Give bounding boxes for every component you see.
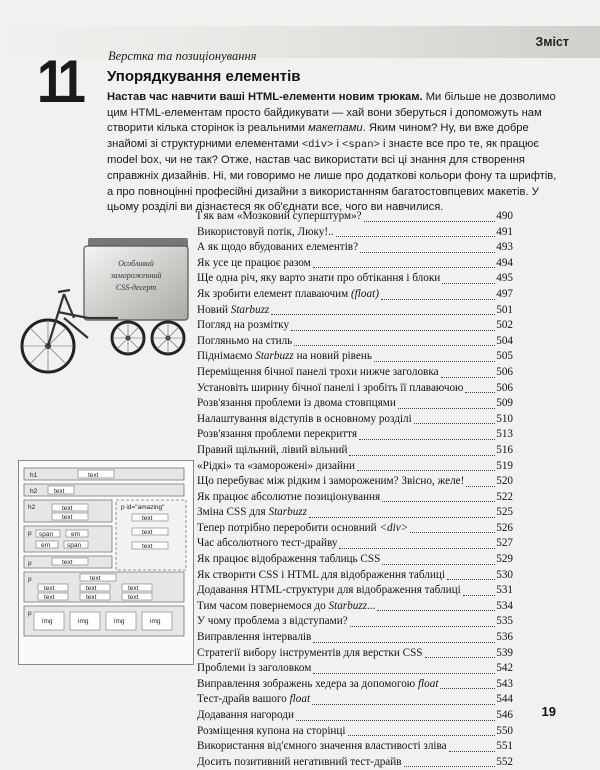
- toc-page-number: 510: [496, 412, 513, 425]
- toc-entry-title: [197, 536, 337, 552]
- toc-entry-title: [197, 521, 408, 537]
- toc-entry-title: [197, 661, 311, 677]
- toc-entry: [197, 209, 513, 225]
- toc-title-emphasis: float: [417, 677, 439, 690]
- toc-leader-dots: [313, 673, 495, 674]
- toc-page-number: 551: [496, 740, 513, 753]
- toc-page-number: 526: [496, 521, 513, 534]
- toc-title-text: Піднімаємо: [197, 350, 256, 363]
- toc-title-text: «Рідкі» та «заморожені» дизайни: [197, 459, 355, 472]
- toc-title-text: Тим часом повернемося до: [197, 599, 329, 612]
- toc-title-text: Як усе це працює разом: [197, 256, 311, 269]
- toc-entry: [197, 536, 513, 552]
- toc-entry: [197, 630, 513, 646]
- cart-sign-line: CSS-десерт: [115, 283, 157, 292]
- toc-title-emphasis: float: [289, 693, 311, 706]
- toc-page-number: 501: [496, 303, 513, 316]
- img-chip: img: [42, 618, 53, 625]
- toc-entry: [197, 568, 513, 584]
- text-chip: text: [44, 594, 55, 601]
- toc-entry-title: [197, 303, 269, 319]
- toc-entry: [197, 739, 513, 755]
- toc-title-text: Установіть ширину бічної панелі і зробіть її плаваючою: [197, 381, 464, 394]
- toc-title-text: Тепер потрібно переробити основний: [197, 521, 380, 534]
- toc-page-number: 534: [496, 599, 513, 612]
- toc-entry-title: [197, 646, 423, 662]
- toc-entry-title: [197, 724, 346, 740]
- toc-page-number: 542: [496, 662, 513, 675]
- toc-entry: [197, 318, 513, 334]
- toc-entry-title: [197, 256, 311, 272]
- toc-entry: [197, 303, 513, 319]
- text-chip: text: [54, 488, 65, 495]
- toc-leader-dots: [447, 579, 495, 580]
- tag-label: p: [28, 560, 32, 567]
- toc-leader-dots: [313, 642, 495, 643]
- toc-page-number: 506: [496, 365, 513, 378]
- toc-entry: [197, 443, 513, 459]
- toc-leader-dots: [441, 377, 496, 378]
- chapter-number: 11: [37, 48, 81, 115]
- text-chip: text: [128, 594, 139, 601]
- toc-leader-dots: [339, 548, 495, 549]
- intro-lead: Настав час навчити ваші HTML-елементи новим трюкам.: [107, 91, 423, 103]
- toc-entry-title: [197, 209, 362, 225]
- toc-leader-dots: [359, 439, 495, 440]
- toc-leader-dots: [349, 455, 495, 456]
- tag-label: p: [28, 530, 32, 537]
- toc-entry-title: [197, 396, 396, 412]
- toc-page-number: 497: [496, 287, 513, 300]
- toc-entry: [197, 661, 513, 677]
- toc-title-text: Як зробити елемент плаваючим: [197, 287, 351, 300]
- toc-entry: [197, 583, 513, 599]
- toc-entry: [197, 396, 513, 412]
- toc-entry-title: [197, 240, 358, 256]
- toc-page-number: 516: [496, 443, 513, 456]
- tag-label: p: [28, 610, 32, 617]
- text-chip: text: [142, 529, 153, 536]
- toc-entry: [197, 334, 513, 350]
- toc-title-text: Погляд на розмітку: [197, 319, 290, 332]
- page-number: 19: [541, 704, 556, 719]
- toc-page-number: 490: [496, 210, 513, 222]
- toc-entry-title: [197, 552, 380, 568]
- toc-title-text: Що перебуває між рідким і замороженим? Звісно, желе!: [197, 475, 465, 488]
- text-chip: text: [142, 543, 153, 550]
- toc-title-text: Тест-драйв вашого: [197, 693, 290, 706]
- toc-leader-dots: [466, 486, 495, 487]
- toc-leader-dots: [348, 735, 496, 736]
- toc-leader-dots: [291, 330, 495, 331]
- tag-label: h2: [30, 488, 38, 495]
- text-chip: text: [62, 514, 73, 521]
- toc-entry: [197, 724, 513, 740]
- toc-title-text: Використання від'ємного значення властивості зліва: [197, 740, 447, 753]
- toc-page-number: 513: [496, 428, 513, 441]
- intro-text: і: [333, 137, 343, 150]
- toc-title-text: Додавання нагороди: [197, 709, 294, 721]
- toc-entry-title: [197, 225, 334, 241]
- toc-leader-dots: [440, 688, 495, 689]
- toc-entry: [197, 381, 513, 397]
- header-bar: [0, 26, 600, 58]
- toc-title-text: Налаштування відступів в основному розділі: [197, 412, 412, 425]
- text-chip: text: [62, 505, 73, 512]
- toc-leader-dots: [398, 408, 495, 409]
- toc-leader-dots: [309, 517, 495, 518]
- toc-entry-title: [197, 427, 357, 443]
- toc-title-text: А як щодо вбудованих елементів?: [197, 241, 359, 254]
- toc-title-text: ...: [367, 599, 376, 612]
- toc-page-number: 491: [496, 225, 513, 238]
- toc-entry: [197, 474, 513, 490]
- toc-page-number: 493: [496, 241, 513, 254]
- toc-title-text: Правий щільний, лівий вільний: [197, 443, 348, 456]
- chapter-intro: [107, 90, 559, 216]
- toc-entry-title: [197, 381, 463, 397]
- toc-title-text: Виправлення інтервалів: [197, 631, 312, 644]
- toc-page-number: 544: [496, 693, 513, 706]
- text-chip: text: [62, 559, 73, 566]
- toc-entry: [197, 365, 513, 381]
- toc-leader-dots: [364, 221, 496, 222]
- toc-entry-title: [197, 708, 294, 724]
- ice-cream-cart-illustration: [18, 234, 194, 380]
- toc-page-number: 550: [496, 724, 513, 737]
- toc-leader-dots: [382, 501, 495, 502]
- toc-entry-title: [197, 630, 311, 646]
- toc-title-emphasis: Starbuzz: [230, 303, 270, 316]
- toc-page-number: 530: [496, 568, 513, 581]
- toc-entry-title: [197, 334, 292, 350]
- toc-page-number: 543: [496, 677, 513, 690]
- intro-text: . Яким чином? Ну, ви вже добре знайомі зі структурними елементами: [107, 122, 529, 150]
- toc-title-text: Переміщення бічної панелі трохи нижче заголовка: [197, 365, 439, 378]
- toc-title-text: Проблеми із заголовком: [197, 662, 312, 675]
- toc-entry-title: [197, 505, 307, 521]
- em-chip: em: [71, 531, 81, 538]
- toc-entry-title: [197, 583, 461, 599]
- toc-title-emphasis: <div>: [379, 521, 409, 534]
- toc-page-number: 519: [496, 459, 513, 472]
- toc-page-number: 529: [496, 553, 513, 566]
- toc-title-text: Як створити CSS і HTML для відображення таблиці: [197, 568, 445, 581]
- toc-title-text: Досить позитивний негативний тест-драйв: [197, 755, 402, 768]
- toc-title-text: Використовуй потік, Люку!..: [197, 225, 334, 238]
- toc-entry: [197, 490, 513, 506]
- toc-entry: [197, 552, 513, 568]
- toc-leader-dots: [404, 766, 496, 767]
- toc-title-text: Погляньмо на стиль: [197, 334, 293, 347]
- toc-entry: [197, 646, 513, 662]
- tag-label: p id="amazing": [121, 504, 165, 511]
- toc-entry-title: [197, 459, 355, 475]
- intro-text: і знаєте все про те, як працює model box, чи не так? Отже, настав час використати всі ці знання для створення справжніх дизайнів. Ні, ми говоримо не лише про додаткові кольори фону та шрифтів, а про повноцінні професійні дизайни з використанням багатостовпцевих макетів. У цьому розділі ви дізнаєтеся як об'єднати все, чого ви навчилися.: [107, 137, 557, 214]
- toc-title-emphasis: Starbuzz: [328, 599, 368, 612]
- toc-entry-title: [197, 474, 464, 490]
- toc-entry: [197, 755, 513, 770]
- toc-entry: [197, 459, 513, 475]
- cart-sign-line: замороженний: [110, 271, 162, 280]
- page-layout-diagram: [18, 460, 194, 665]
- toc-title-text: Розміщення купона на сторінці: [197, 724, 346, 737]
- toc-page-number: 502: [496, 319, 513, 332]
- toc-entry: [197, 256, 513, 272]
- toc-entry-title: [197, 318, 289, 334]
- toc-title-text: Виправлення зображень хедера за допомогою: [197, 677, 418, 690]
- toc-entry-title: [197, 692, 310, 708]
- toc-page-number: 506: [496, 381, 513, 394]
- toc-entry-title: [197, 271, 440, 287]
- chapter-subtitle: Верстка та позиціонування: [108, 49, 257, 63]
- toc-entry-title: [197, 599, 375, 615]
- toc-leader-dots: [377, 610, 495, 611]
- toc-leader-dots: [313, 267, 495, 268]
- toc-entry-title: [197, 287, 379, 303]
- toc-page-number: 494: [496, 256, 513, 269]
- toc-page-number: 552: [496, 755, 513, 768]
- toc-entry: [197, 412, 513, 428]
- text-chip: text: [44, 585, 55, 592]
- table-of-contents: [197, 209, 513, 770]
- intro-text: Ми більше не дозволимо цим HTML-елементам просто байдикувати — хай вони зберуться і допоможуть нам створити кілька сторінок із реальними: [107, 91, 556, 135]
- toc-leader-dots: [425, 657, 496, 658]
- toc-title-text: Як працює абсолютне позиціонування: [197, 490, 381, 503]
- toc-entry-title: [197, 755, 402, 770]
- toc-title-emphasis: Starbuzz: [255, 350, 294, 363]
- toc-leader-dots: [465, 392, 495, 393]
- toc-leader-dots: [463, 595, 496, 596]
- intro-code-div: <div>: [301, 138, 334, 151]
- intro-code-span: <span>: [342, 138, 380, 151]
- toc-title-text: Новий: [197, 303, 231, 316]
- toc-title-text: Розв'язання проблеми перекриття: [197, 428, 358, 441]
- intro-emphasis: макетами: [308, 122, 363, 135]
- toc-title-text: І як вам «Мозковий суперштурм»?: [197, 210, 362, 222]
- toc-entry: [197, 614, 513, 630]
- toc-leader-dots: [442, 283, 495, 284]
- toc-entry-title: [197, 412, 412, 428]
- toc-entry: [197, 287, 513, 303]
- header-title: Зміст: [535, 35, 569, 49]
- toc-entry: [197, 505, 513, 521]
- toc-title-emphasis: (float): [350, 287, 379, 300]
- toc-page-number: 531: [496, 584, 513, 597]
- toc-page-number: 520: [496, 475, 513, 488]
- toc-leader-dots: [449, 751, 496, 752]
- img-chip: img: [114, 618, 125, 625]
- tag-label: h2: [28, 504, 36, 511]
- toc-leader-dots: [350, 626, 496, 627]
- toc-page-number: 546: [496, 709, 513, 721]
- toc-entry: [197, 271, 513, 287]
- text-chip: text: [142, 515, 153, 522]
- toc-title-text: Додавання HTML-структури для відображення таблиці: [197, 584, 461, 597]
- chapter-title: Упорядкування елементів: [107, 68, 301, 85]
- toc-page-number: 539: [496, 646, 513, 659]
- toc-entry-title: [197, 365, 439, 381]
- span-chip: span: [67, 542, 82, 549]
- cart-sign-line: Особливий: [118, 259, 154, 268]
- toc-entry-title: [197, 443, 347, 459]
- toc-entry: [197, 677, 513, 693]
- img-chip: img: [150, 618, 161, 625]
- text-chip: text: [86, 594, 97, 601]
- toc-leader-dots: [382, 564, 495, 565]
- toc-entry-title: [197, 739, 447, 755]
- toc-entry-title: [197, 677, 438, 693]
- toc-entry-title: [197, 490, 380, 506]
- toc-title-text: Час абсолютного тест-драйву: [197, 537, 338, 550]
- text-chip: text: [90, 575, 101, 582]
- toc-leader-dots: [357, 470, 495, 471]
- toc-entry: [197, 349, 513, 365]
- toc-entry: [197, 599, 513, 615]
- toc-leader-dots: [410, 532, 495, 533]
- toc-page-number: 522: [496, 490, 513, 503]
- toc-leader-dots: [336, 236, 496, 237]
- tag-label: p: [28, 576, 32, 583]
- toc-title-text: на новий рівень: [293, 350, 372, 363]
- text-chip: text: [128, 585, 139, 592]
- toc-title-emphasis: Starbuzz: [268, 506, 308, 519]
- toc-entry-title: [197, 614, 348, 630]
- toc-title-text: Стратегії вибору інструментів для верстки CSS: [197, 646, 423, 659]
- toc-leader-dots: [294, 345, 495, 346]
- text-chip: text: [86, 585, 97, 592]
- toc-page-number: 504: [496, 334, 513, 347]
- span-chip: span: [39, 531, 54, 538]
- toc-leader-dots: [312, 704, 495, 705]
- toc-leader-dots: [360, 252, 495, 253]
- toc-page-number: 495: [496, 272, 513, 285]
- tag-label: h1: [30, 472, 38, 479]
- toc-entry: [197, 427, 513, 443]
- toc-title-text: Ще одна річ, яку варто знати про обтікання і блоки: [197, 272, 441, 285]
- toc-title-text: Розв'язання проблеми із двома стовпцями: [197, 397, 396, 410]
- toc-leader-dots: [296, 720, 495, 721]
- toc-page-number: 535: [496, 615, 513, 628]
- img-chip: img: [78, 618, 89, 625]
- toc-page-number: 505: [496, 350, 513, 363]
- toc-entry-title: [197, 349, 372, 365]
- toc-page-number: 525: [496, 506, 513, 519]
- toc-page-number: 536: [496, 631, 513, 644]
- toc-leader-dots: [271, 314, 495, 315]
- toc-page-number: 509: [496, 397, 513, 410]
- toc-entry: [197, 240, 513, 256]
- toc-title-text: Як працює відображення таблиць CSS: [197, 553, 381, 566]
- toc-entry-title: [197, 568, 445, 584]
- toc-entry: [197, 692, 513, 708]
- toc-leader-dots: [381, 299, 495, 300]
- toc-title-text: Зміна CSS для: [197, 506, 269, 519]
- toc-entry: [197, 521, 513, 537]
- text-chip: text: [88, 472, 99, 479]
- toc-entry: [197, 708, 513, 724]
- em-chip: em: [41, 542, 51, 549]
- toc-leader-dots: [374, 361, 495, 362]
- toc-title-text: У чому проблема з відступами?: [197, 615, 348, 628]
- toc-leader-dots: [414, 423, 495, 424]
- toc-entry: [197, 225, 513, 241]
- toc-page-number: 527: [496, 537, 513, 550]
